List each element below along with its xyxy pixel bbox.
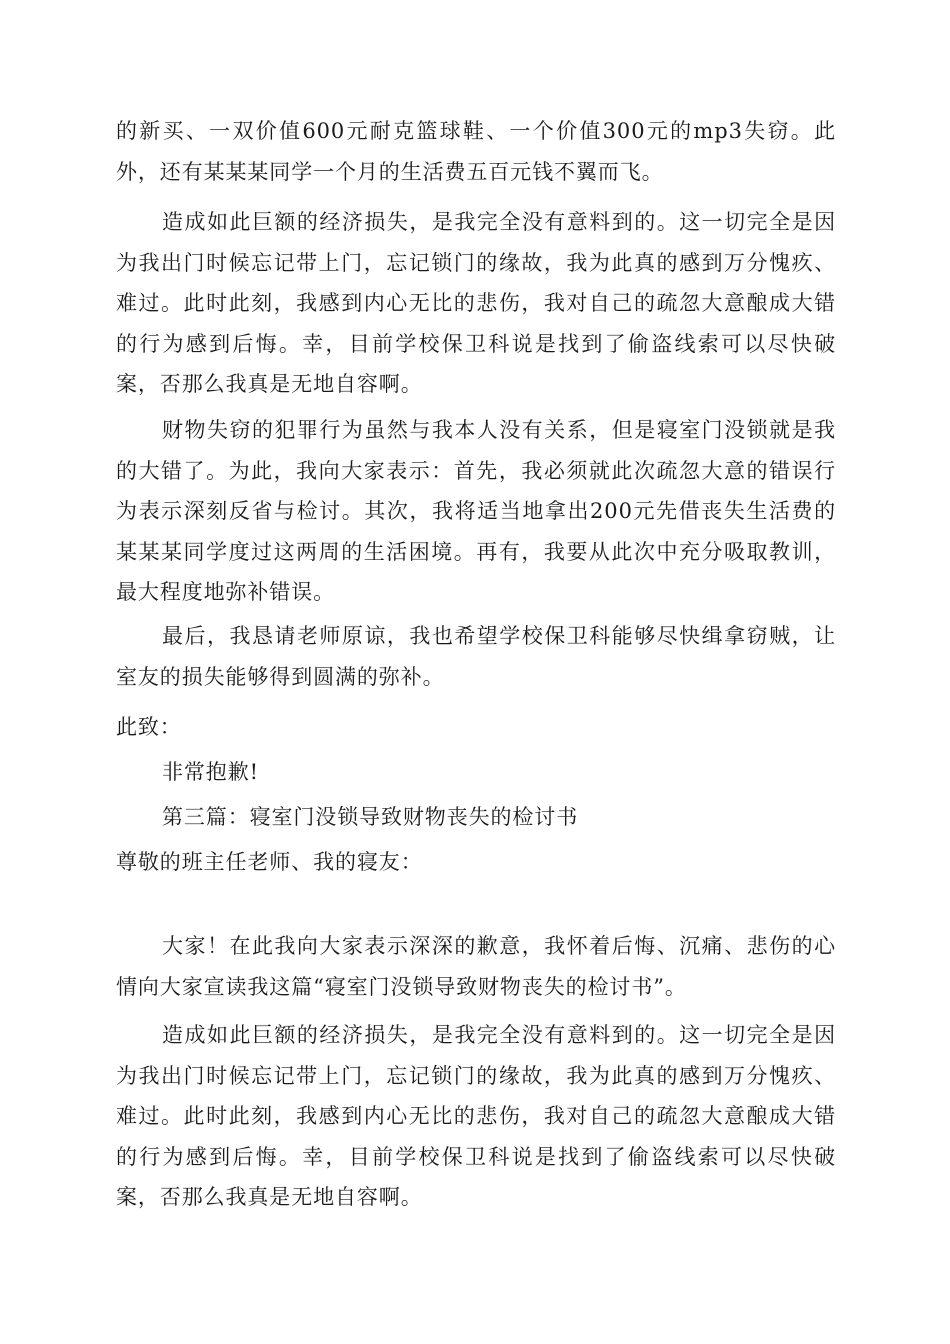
paragraph-economic-loss: 造成如此巨额的经济损失，是我完全没有意料到的。这一切完全是因为我出门时候忘记带上门，忘记锁门的缘故，我为此真的感到万分愧疚、难过。此时此刻，我感到内心无比的悲伤，我对自己的疏忽大意酿成大错的行为感到后悔。幸，目前学校保卫科说是找到了偷盗线索可以尽快破案，否那么我真是无地自容啊。 xyxy=(116,210,836,396)
paragraph-apology-measures: 财物失窃的犯罪行为虽然与我本人没有关系，但是寝室门没锁就是我的大错了。为此，我向大家表示：首先，我必须就此次疏忽大意的错误行为表示深刻反省与检讨。其次，我将适当地拿出200元先借丧失生活费的某某某同学度过这两周的生活困境。再有，我要从此次中充分吸取教训，最大程度地弥补错误。 xyxy=(116,418,836,604)
paragraph-opening: 大家！在此我向大家表示深深的歉意，我怀着后悔、沉痛、悲伤的心情向大家宣读我这篇“寝室门没锁导致财物丧失的检讨书”。 xyxy=(116,934,836,999)
closing-apology: 非常抱歉! xyxy=(162,760,259,784)
paragraph-economic-loss-repeat: 造成如此巨额的经济损失，是我完全没有意料到的。这一切完全是因为我出门时候忘记带上门，忘记锁门的缘故，我为此真的感到万分愧疚、难过。此时此刻，我感到内心无比的悲伤，我对自己的疏忽大意酿成大错的行为感到后悔。幸，目前学校保卫科说是找到了偷盗线索可以尽快破案，否那么我真是无地自容啊。 xyxy=(116,1023,836,1209)
closing-salutation: 此致： xyxy=(116,715,182,739)
letter-greeting: 尊敬的班主任老师、我的寝友： xyxy=(116,850,423,874)
paragraph-stolen-items: 的新买、一双价值600元耐克篮球鞋、一个价值300元的mp3失窃。此外，还有某某某同学一个月的生活费五百元钱不翼而飞。 xyxy=(116,119,836,184)
paragraph-final-request: 最后，我恳请老师原谅，我也希望学校保卫科能够尽快缉拿窃贼，让室友的损失能够得到圆满的弥补。 xyxy=(116,624,836,689)
section-title: 第三篇：寝室门没锁导致财物丧失的检讨书 xyxy=(162,805,579,829)
